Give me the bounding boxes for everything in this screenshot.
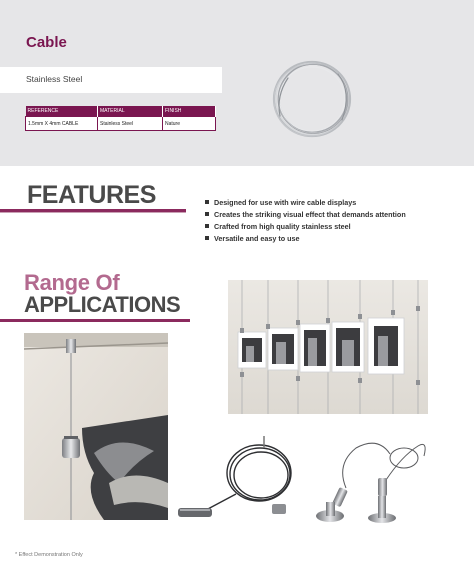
spec-cell-finish: Nature (163, 117, 216, 131)
spec-cell-material: Stainless Steel (98, 117, 163, 131)
cable-coil-image (268, 56, 356, 142)
product-title: Cable (26, 34, 67, 51)
cable-kit-photo (176, 432, 300, 524)
footnote: * Effect Demonstration Only (15, 552, 83, 558)
features-underline-light (0, 212, 186, 213)
spec-header-material: MATERIAL (98, 106, 163, 117)
list-item: Designed for use with wire cable displays (205, 197, 406, 209)
spec-table (25, 106, 216, 131)
spec-header-row (26, 106, 216, 117)
product-subtitle: Stainless Steel (26, 74, 83, 84)
cable-fixtures-photo (306, 436, 430, 524)
list-item: Crafted from high quality stainless steel (205, 221, 406, 233)
spec-cell-reference: 1.5mm X 4mm CABLE (26, 117, 98, 131)
features-heading: FEATURES (27, 181, 156, 209)
bullet-icon (205, 200, 209, 204)
cable-display-wall-photo (228, 280, 428, 414)
table-row (26, 117, 216, 131)
list-item: Versatile and easy to use (205, 233, 406, 245)
applications-underline (0, 319, 190, 322)
spec-header-finish: FINISH (163, 106, 216, 117)
bullet-icon (205, 224, 209, 228)
features-list (205, 197, 406, 245)
range-heading: Range Of (24, 270, 120, 295)
spec-header-reference: REFERENCE (26, 106, 98, 117)
cable-gripper-photo (24, 333, 168, 520)
bullet-icon (205, 212, 209, 216)
list-item: Creates the striking visual effect that demands attention (205, 209, 406, 221)
bullet-icon (205, 236, 209, 240)
applications-heading: APPLICATIONS (24, 292, 181, 317)
